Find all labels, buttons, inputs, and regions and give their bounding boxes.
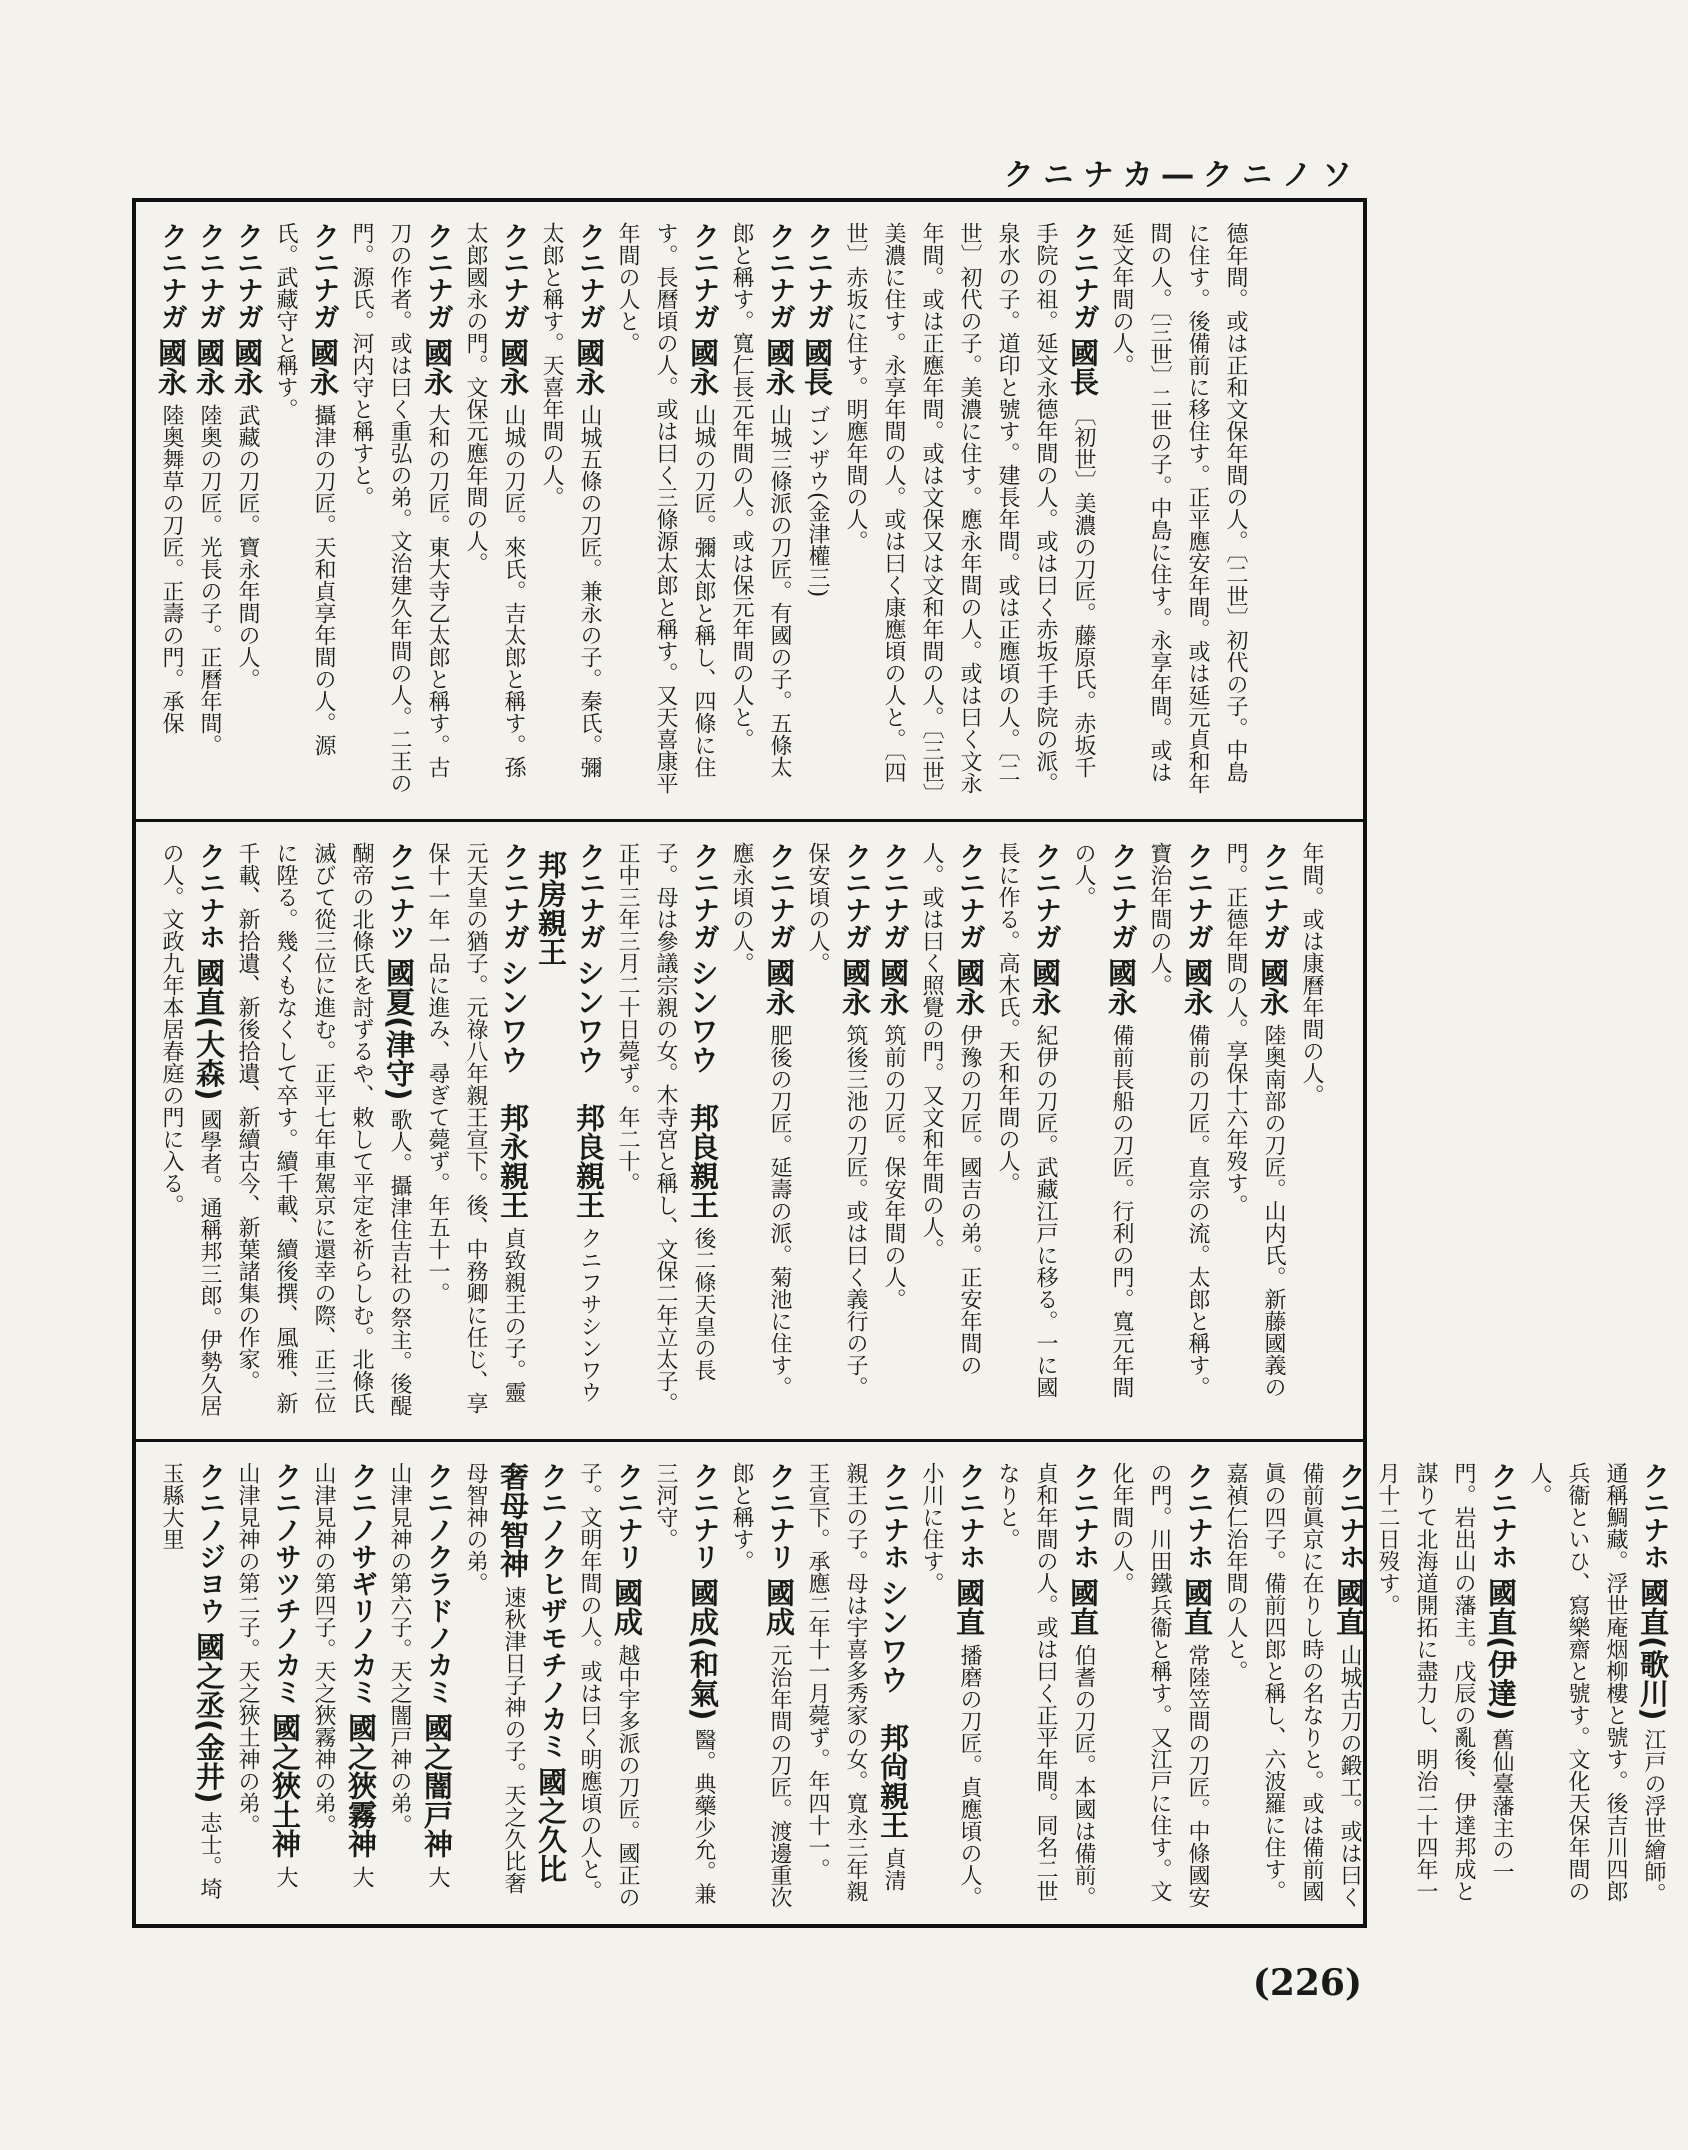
entry-text: 筑後三池の刀匠。或は曰く義行の子。保安頃の人。 bbox=[805, 842, 868, 1398]
entry-text: 速秋津日子神の子。天之久比奢母智神の弟。 bbox=[463, 1462, 526, 1894]
dictionary-entry bbox=[912, 1462, 988, 1908]
entry-text: 醫。典藥少允。兼三河守。 bbox=[653, 1462, 716, 1905]
entry-headword: クニナガ bbox=[802, 222, 833, 330]
entry-name: 國永 bbox=[952, 958, 986, 1016]
entry-name: 國之狹土神 bbox=[268, 1713, 302, 1858]
entry-headword: クニノクラドノカミ bbox=[422, 1462, 453, 1705]
entry-text: 播磨の刀匠。貞應頃の人。小川に住す。 bbox=[919, 1462, 982, 1908]
entry-name: 國直(伊達) bbox=[1484, 1578, 1518, 1721]
entry-text: 常陸笠間の刀匠。中條國安の門。川田鐵兵衞と稱す。又江戸に住す。文化年間の人。 bbox=[1109, 1462, 1210, 1908]
entry-text: 大山津見神の第二子。天之狹土神の弟。 bbox=[235, 1462, 298, 1888]
dictionary-entry bbox=[266, 222, 342, 799]
entry-name: 國永 bbox=[838, 958, 872, 1016]
entry-headword: クニノサギリノカミ bbox=[346, 1462, 377, 1705]
entry-name: 國永 bbox=[1180, 958, 1214, 1016]
entry-name: シンワウ 邦良親王 bbox=[686, 958, 720, 1219]
entry-headword: クニナガ bbox=[954, 842, 985, 950]
dictionary-entry bbox=[646, 1462, 722, 1908]
entry-headword: クニナガ bbox=[422, 222, 453, 330]
dictionary-entry bbox=[1520, 1462, 1672, 1908]
entry-name: 國長 bbox=[1066, 338, 1100, 396]
entry-headword: クニナガ bbox=[1106, 842, 1137, 950]
entry-headword: クニナホ bbox=[878, 1462, 909, 1570]
entry-text: 舊仙臺藩主の一門。岩出山の藩主。戊辰の亂後、伊達邦成と謀りて北海道開拓に盡力し、明治二十四年一月十二日歿す。 bbox=[1375, 1462, 1514, 1902]
entry-headword: クニナホ bbox=[1486, 1462, 1517, 1570]
entry-name: シンワウ 邦良親王 bbox=[572, 958, 606, 1219]
dictionary-entry bbox=[722, 222, 798, 799]
entry-headword: クニノサツチノカミ bbox=[270, 1462, 301, 1705]
entry-name: 國永 bbox=[306, 338, 340, 396]
entry-headword: クニナホ bbox=[1182, 1462, 1213, 1570]
entry-headword: クニナガ bbox=[574, 842, 605, 950]
entry-text: 陸奥の刀匠。光長の子。正曆年間。 bbox=[197, 404, 222, 756]
entry-headword: クニナガ bbox=[194, 222, 225, 330]
entry-text: 江戸の浮世繪師。通稱鯛藏。浮世庵烟柳樓と號す。後吉川四郎兵衞といひ、寫樂齋と號す。文化天保年間の人。 bbox=[1527, 1462, 1666, 1905]
entry-name: 國永 bbox=[572, 338, 606, 396]
entry-name: 國永 bbox=[420, 338, 454, 396]
entry-text: 貞清親王の子。母は宇喜多秀家の女。寬永三年親王宣下。承應二年十一月薨ず。年四十一。 bbox=[805, 1462, 906, 1902]
dictionary-entry bbox=[418, 842, 532, 1419]
dictionary-entry bbox=[380, 1462, 456, 1908]
entry-name: 國永 bbox=[230, 338, 264, 396]
entry-name: 國永 bbox=[1028, 958, 1062, 1016]
entry-name: 國永 bbox=[876, 958, 910, 1016]
entry-headword: クニナガ bbox=[764, 222, 795, 330]
entry-headword: クニナガ bbox=[1068, 222, 1099, 330]
dictionary-entry bbox=[532, 842, 570, 1419]
dictionary-entry bbox=[1102, 222, 1254, 799]
entry-text: 伯耆の刀匠。本國は備前。貞和年間の人。或は曰く正平年間。同名二世なりと。 bbox=[995, 1462, 1096, 1908]
entry-headword: クニノジヨウ bbox=[194, 1462, 225, 1624]
entry-name: シンワウ 邦尙親王 bbox=[876, 1578, 910, 1839]
entry-headword: クニナガ bbox=[1030, 842, 1061, 950]
dictionary-entry bbox=[722, 1462, 798, 1908]
entry-headword: クニナリ bbox=[764, 1462, 795, 1570]
entry-name: 國夏(津守) bbox=[382, 958, 416, 1101]
entry-text: 肥後の刀匠。延壽の派。菊池に住す。應永頃の人。 bbox=[729, 842, 792, 1398]
entry-text: 貞致親王の子。靈元天皇の猶子。元祿八年親王宣下。後、中務卿に任じ、享保十一年一品に進み、尋ぎて薨ず。年五十一。 bbox=[425, 842, 526, 1414]
entry-text: 後二條天皇の長子。母は參議宗親の女。木寺宮と稱し、文保二年立太子。正中三年三月二十日薨ず。年二十。 bbox=[615, 842, 716, 1414]
dictionary-entry bbox=[988, 1462, 1102, 1908]
entry-text: 山城五條の刀匠。兼永の子。秦氏。彌太郎と稱す。天喜年間の人。 bbox=[539, 222, 602, 778]
section-bottom bbox=[136, 1442, 1670, 1928]
entry-text: 元治年間の刀匠。渡邊重次郎と稱す。 bbox=[729, 1462, 792, 1908]
entry-headword: クニナホ bbox=[1638, 1462, 1669, 1570]
entry-text: 陸奥南部の刀匠。山内氏。新藤國義の門。正德年間の人。享保十六年歿す。 bbox=[1223, 842, 1286, 1398]
entry-text: 山城の刀匠。來氏。吉太郎と稱す。孫太郎國永の門。文保元應年間の人。 bbox=[463, 222, 526, 778]
dictionary-entry bbox=[608, 222, 722, 799]
entry-text: 山城の刀匠。彌太郎と稱し、四條に住す。長曆頃の人。或は曰く三條源太郎と稱す。又天喜康平年間の人と。 bbox=[615, 222, 716, 794]
section-columns bbox=[136, 822, 1346, 1439]
entry-headword: クニナガ bbox=[1258, 842, 1289, 950]
section-middle bbox=[136, 822, 1363, 1442]
entry-text: 越中宇多派の刀匠。國正の子。文明年間の人。或は曰く明應頃の人と。 bbox=[577, 1462, 640, 1908]
entry-text: 山城古刀の鍛工。或は曰く備前眞京に在りし時の名なりと。或は備前國眞の四子。備前四郎と稱し、六波羅に住す。嘉禎仁治年間の人と。 bbox=[1223, 1462, 1362, 1908]
dictionary-entry bbox=[152, 222, 190, 799]
dictionary-entry bbox=[304, 1462, 380, 1908]
dictionary-entry bbox=[342, 222, 456, 799]
entry-text: ゴンザウ(金津權三) bbox=[805, 404, 830, 598]
entry-text: 〔初世〕美濃の刀匠。藤原氏。赤坂千手院の祖。延文永德年間の人。或は曰く赤坂千手院の派。泉水の子。道印と號す。建長年間。或は正應頃の人。〔二世〕初代の子。美濃に住す。應永年間の人。或は曰く文永年間。或は正應年間。或は文保又は文和年間の人。〔三世〕美濃に住す。永享年間の人。或は曰く康應頃の人と。〔四世〕赤坂に住す。明應年間の人。 bbox=[843, 222, 1096, 794]
dictionary-entry bbox=[798, 1462, 912, 1908]
entry-text: 國學者。通稱邦三郎。伊勢久居の人。文政九年本居春庭の門に入る。 bbox=[159, 842, 222, 1417]
entry-name: 國永 bbox=[762, 338, 796, 396]
running-head: クニナカ―クニノソ bbox=[1003, 158, 1362, 193]
entry-headword: クニナガ bbox=[1182, 842, 1213, 950]
section-columns bbox=[136, 1442, 1688, 1928]
entry-name: 國之丞(金井) bbox=[192, 1632, 226, 1804]
entry-name: 國直(歌川) bbox=[1636, 1578, 1670, 1721]
entry-name: 國直(大森) bbox=[192, 958, 226, 1101]
entry-headword: クニナガ bbox=[574, 222, 605, 330]
entry-headword: クニナガ bbox=[688, 842, 719, 950]
dictionary-entry bbox=[1140, 842, 1216, 1419]
entry-headword: クニナガ bbox=[308, 222, 339, 330]
entry-text: 大山津見神の第六子。天之闇戸神の弟。 bbox=[387, 1462, 450, 1888]
entry-headword: クニナガ bbox=[688, 222, 719, 330]
section-columns bbox=[136, 202, 1270, 819]
entry-headword: クニナガ bbox=[156, 222, 187, 330]
dictionary-entry bbox=[570, 842, 608, 1419]
entry-name: 國長 bbox=[800, 338, 834, 396]
entry-headword: クニナホ bbox=[1334, 1462, 1365, 1570]
entry-name: 國永 bbox=[154, 338, 188, 396]
entry-headword: クニナガ bbox=[764, 842, 795, 950]
dictionary-entry bbox=[988, 842, 1064, 1419]
entry-text: 歌人。攝津住吉社の祭主。後醍醐帝の北條氏を討ずるや、敕して平定を祈らしむ。北條氏滅びて從三位に進む。正平七年車駕京に還幸の際、正三位に陞る。幾くもなくして卒す。續千載、續後撰、風雅、新千載、新拾遺、新後拾遺、新續古今、新葉諸集の作家。 bbox=[235, 842, 412, 1417]
entry-name: 國之狹霧神 bbox=[344, 1713, 378, 1858]
dictionary-entry bbox=[1102, 1462, 1216, 1908]
entry-text: 陸奥舞草の刀匠。正壽の門。承保 bbox=[159, 404, 184, 734]
entry-name: シンワウ 邦永親王 bbox=[496, 958, 530, 1219]
dictionary-entry bbox=[874, 842, 912, 1419]
entry-name: 國永 bbox=[762, 958, 796, 1016]
entry-name: 國永 bbox=[1256, 958, 1290, 1016]
entry-headword: クニナガ bbox=[498, 222, 529, 330]
entry-headword: クニナガ bbox=[840, 842, 871, 950]
dictionary-entry bbox=[836, 222, 1102, 799]
entry-name: 國直 bbox=[952, 1578, 986, 1636]
dictionary-entry bbox=[722, 842, 798, 1419]
entry-headword: クニナガ bbox=[878, 842, 909, 950]
dictionary-entry bbox=[152, 842, 228, 1419]
entry-text: クニフサシンワウ bbox=[577, 1227, 602, 1403]
entry-text: 備前長船の刀匠。行利の門。寬元年間の人。 bbox=[1071, 842, 1134, 1398]
dictionary-entry bbox=[912, 842, 988, 1419]
dictionary-entry bbox=[1216, 842, 1292, 1419]
entry-headword: クニナホ bbox=[954, 1462, 985, 1570]
dictionary-entry bbox=[1064, 842, 1140, 1419]
entry-text: 大山津見神の第四子。天之狹霧神の弟。 bbox=[311, 1462, 374, 1888]
entry-text: 筑前の刀匠。保安年間の人。 bbox=[881, 1024, 906, 1310]
dictionary-entry bbox=[798, 222, 836, 799]
entry-name: 國之久比奢母智神 bbox=[496, 1462, 568, 1883]
entry-name: 國直 bbox=[1066, 1578, 1100, 1636]
entry-name: 國永 bbox=[1104, 958, 1138, 1016]
dictionary-entry bbox=[532, 222, 608, 799]
dictionary-entry bbox=[228, 842, 418, 1419]
dictionary-entry bbox=[798, 842, 874, 1419]
entry-name: 國直 bbox=[1180, 1578, 1214, 1636]
entry-text: 備前の刀匠。直宗の流。太郎と稱す。寶治年間の人。 bbox=[1147, 842, 1210, 1398]
entry-name: 國成 bbox=[610, 1578, 644, 1636]
entry-text: 年間。或は康曆年間の人。 bbox=[1299, 842, 1324, 1106]
entry-name: 國永 bbox=[496, 338, 530, 396]
entry-headword: クニナリ bbox=[612, 1462, 643, 1570]
dictionary-page-frame bbox=[132, 198, 1670, 1928]
dictionary-entry bbox=[1368, 1462, 1520, 1908]
section-top bbox=[136, 202, 1363, 822]
entry-headword: クニナホ bbox=[194, 842, 225, 950]
entry-headword: クニナホ bbox=[1068, 1462, 1099, 1570]
dictionary-entry bbox=[1216, 1462, 1368, 1908]
entry-name: 國成 bbox=[762, 1578, 796, 1636]
entry-headword: クニナリ bbox=[688, 1462, 719, 1570]
entry-text: 德年間。或は正和文保年間の人。〔二世〕初代の子。中島に住す。後備前に移住す。正平應安年間。或は延元貞和年間の人。〔三世〕二世の子。中島に住す。永享年間。或は延文年間の人。 bbox=[1109, 222, 1248, 794]
entry-text: 志士。埼玉縣大里 bbox=[159, 1462, 222, 1900]
dictionary-entry bbox=[456, 222, 532, 799]
entry-name: 國成(和氣) bbox=[686, 1578, 720, 1721]
entry-headword: クニナツ bbox=[384, 842, 415, 950]
dictionary-entry bbox=[608, 842, 722, 1419]
dictionary-entry bbox=[456, 1462, 570, 1908]
entry-text: 武藏の刀匠。寶永年間の人。 bbox=[235, 404, 260, 690]
entry-text: 大和の刀匠。東大寺乙太郎と稱す。古刀の作者。或は曰く重弘の弟。文治建久年間の人。二王の門。源氏。河内守と稱すと。 bbox=[349, 222, 450, 794]
dictionary-entry bbox=[152, 1462, 228, 1908]
entry-text: 紀伊の刀匠。武藏江戸に移る。一に國長に作る。高木氏。天和年間の人。 bbox=[995, 842, 1058, 1398]
entry-name: 國永 bbox=[686, 338, 720, 396]
dictionary-entry bbox=[228, 222, 266, 799]
entry-text: 伊豫の刀匠。國吉の弟。正安年間の人。或は曰く照覺の門。又文和年間の人。 bbox=[919, 842, 982, 1376]
entry-name: 國永 bbox=[192, 338, 226, 396]
page-number: (226) bbox=[1252, 1962, 1362, 2004]
entry-name: 邦房親王 bbox=[534, 850, 568, 966]
dictionary-entry bbox=[190, 222, 228, 799]
entry-headword: クニナガ bbox=[232, 222, 263, 330]
dictionary-entry bbox=[228, 1462, 304, 1908]
entry-name: 國之闇戸神 bbox=[420, 1713, 454, 1858]
entry-text: 攝津の刀匠。天和貞享年間の人。源氏。武藏守と稱す。 bbox=[273, 222, 336, 756]
entry-name: 國直 bbox=[1332, 1578, 1366, 1636]
entry-text: 山城三條派の刀匠。有國の子。五條太郎と稱す。寬仁長元年間の人。或は保元年間の人と。 bbox=[729, 222, 792, 778]
dictionary-entry bbox=[570, 1462, 646, 1908]
dictionary-entry bbox=[1292, 842, 1330, 1419]
entry-headword: クニノクヒザモチノカミ bbox=[536, 1462, 567, 1759]
entry-headword: クニナガ bbox=[498, 842, 529, 950]
